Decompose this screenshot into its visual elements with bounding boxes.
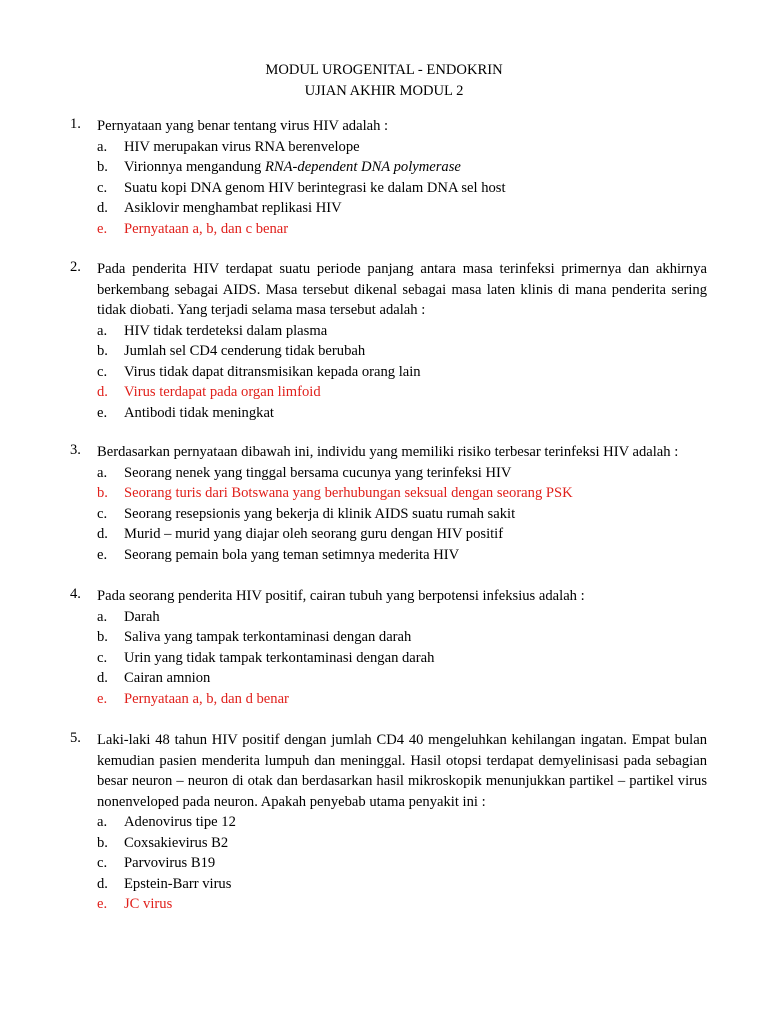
exam-title: UJIAN AKHIR MODUL 2 — [304, 82, 464, 99]
option-text-plain: Virionnya mengandung — [124, 159, 265, 175]
option-c — [70, 853, 707, 874]
option-b — [70, 157, 707, 178]
question-1 — [70, 116, 707, 239]
option-text: Seorang pemain bola yang teman setimnya mederita HIV — [124, 546, 460, 563]
option-label: e. — [97, 690, 108, 707]
question-stem: Pada seorang penderita HIV positif, cairan tubuh yang berpotensi infeksius adalah : — [97, 588, 585, 604]
option-text: Saliva yang tampak terkontaminasi dengan darah — [124, 629, 412, 645]
question-number: 2. — [70, 259, 81, 275]
option-text: Asiklovir menghambat replikasi HIV — [124, 200, 342, 216]
option-text: Seorang nenek yang tinggal bersama cucunya yang terinfeksi HIV — [124, 464, 512, 481]
option-b-correct-answer — [70, 483, 707, 504]
option-text: Suatu kopi DNA genom HIV berintegrasi ke dalam DNA sel host — [124, 179, 506, 196]
option-label: d. — [97, 200, 108, 216]
option-text: Coxsakievirus B2 — [124, 834, 229, 851]
option-label: a. — [97, 138, 108, 155]
option-label: b. — [97, 343, 108, 359]
option-text: Jumlah sel CD4 cenderung tidak berubah — [124, 343, 366, 359]
question-stem: Laki-laki 48 tahun HIV positif dengan jumlah CD4 40 mengeluhkan kehilangan ingatan. Empat bulan kemudian pasien menderita lumpuh dan meninggal. Hasil otopsi terdapat demyelinisasi pada sebagian besar neuron – neuron di otak dan berdasarkan hasil mikroskopik menunjukkan partikel – partikel virus nonenveloped pada neuron. Apakah penyebab utama penyakit ini : — [97, 732, 707, 810]
option-e-correct-answer — [70, 689, 707, 710]
option-label: b. — [97, 629, 108, 645]
question-2 — [70, 259, 707, 423]
option-label: e. — [97, 404, 108, 421]
question-stem: Pada penderita HIV terdapat suatu periode panjang antara masa terinfeksi primernya dan akhirnya berkembang sebagai AIDS. Masa tersebut dikenal sebagai masa laten klinis di mana penderita sering tidak diobati. Yang terjadi selama masa tersebut adalah : — [97, 261, 707, 318]
option-a — [70, 463, 707, 484]
option-a — [70, 607, 707, 628]
option-label: c. — [97, 505, 108, 522]
option-label: c. — [97, 179, 108, 196]
option-e — [70, 545, 707, 566]
module-title: MODUL UROGENITAL - ENDOKRIN — [265, 62, 503, 78]
option-text: Adenovirus tipe 12 — [124, 814, 236, 830]
option-d — [70, 198, 707, 219]
option-b — [70, 627, 707, 648]
option-text: Cairan amnion — [124, 670, 211, 686]
option-label: b. — [97, 159, 108, 175]
option-text: Pernyataan a, b, dan c benar — [124, 220, 289, 237]
option-text: JC virus — [124, 896, 173, 912]
option-label: a. — [97, 608, 108, 625]
option-d — [70, 874, 707, 895]
option-text-italic: RNA-dependent DNA polymerase — [264, 159, 461, 175]
option-text: HIV merupakan virus RNA berenvelope — [124, 138, 360, 155]
option-a — [70, 321, 707, 342]
question-4 — [70, 586, 707, 709]
question-3 — [70, 442, 707, 565]
option-label: d. — [97, 384, 108, 400]
option-text: Antibodi tidak meningkat — [124, 404, 274, 421]
option-text: Virus terdapat pada organ limfoid — [124, 384, 321, 400]
option-label: c. — [97, 855, 108, 871]
option-label: b. — [97, 834, 108, 851]
option-label: a. — [97, 814, 108, 830]
option-e-correct-answer — [70, 894, 707, 915]
question-5 — [70, 730, 707, 915]
option-a — [70, 137, 707, 158]
option-text: Darah — [124, 608, 160, 625]
option-text: Parvovirus B19 — [124, 855, 216, 871]
option-label: a. — [97, 322, 108, 339]
option-label: b. — [97, 485, 108, 501]
option-text: Virus tidak dapat ditransmisikan kepada orang lain — [124, 363, 421, 380]
option-c — [70, 178, 707, 199]
question-stem: Pernyataan yang benar tentang virus HIV adalah : — [97, 118, 389, 134]
option-text: Murid – murid yang diajar oleh seorang guru dengan HIV positif — [124, 526, 504, 542]
option-c — [70, 504, 707, 525]
option-e-correct-answer — [70, 219, 707, 240]
option-b — [70, 833, 707, 854]
option-label: d. — [97, 526, 108, 542]
option-a — [70, 812, 707, 833]
option-text — [124, 157, 461, 178]
option-text: HIV tidak terdeteksi dalam plasma — [124, 322, 328, 339]
option-label: e. — [97, 546, 108, 563]
option-label: e. — [97, 220, 108, 237]
question-number: 4. — [70, 586, 81, 602]
option-e — [70, 403, 707, 424]
option-label: d. — [97, 670, 108, 686]
option-text: Seorang resepsionis yang bekerja di klinik AIDS suatu rumah sakit — [124, 505, 516, 522]
option-text: Epstein-Barr virus — [124, 875, 232, 892]
option-label: c. — [97, 363, 108, 380]
question-number: 3. — [70, 442, 81, 458]
question-number: 1. — [70, 116, 81, 132]
option-d — [70, 668, 707, 689]
question-number: 5. — [70, 730, 81, 746]
option-label: a. — [97, 464, 108, 481]
option-d — [70, 524, 707, 545]
question-stem: Berdasarkan pernyataan dibawah ini, individu yang memiliki risiko terbesar terinfeksi HIV adalah : — [97, 444, 679, 460]
option-label: c. — [97, 649, 108, 666]
option-c — [70, 648, 707, 669]
option-b — [70, 341, 707, 362]
option-label: e. — [97, 896, 108, 912]
option-label: d. — [97, 875, 108, 892]
option-text: Seorang turis dari Botswana yang berhubungan seksual dengan seorang PSK — [124, 485, 573, 501]
option-text: Pernyataan a, b, dan d benar — [124, 690, 289, 707]
option-text: Urin yang tidak tampak terkontaminasi dengan darah — [124, 649, 435, 666]
option-c — [70, 362, 707, 383]
option-d-correct-answer — [70, 382, 707, 403]
